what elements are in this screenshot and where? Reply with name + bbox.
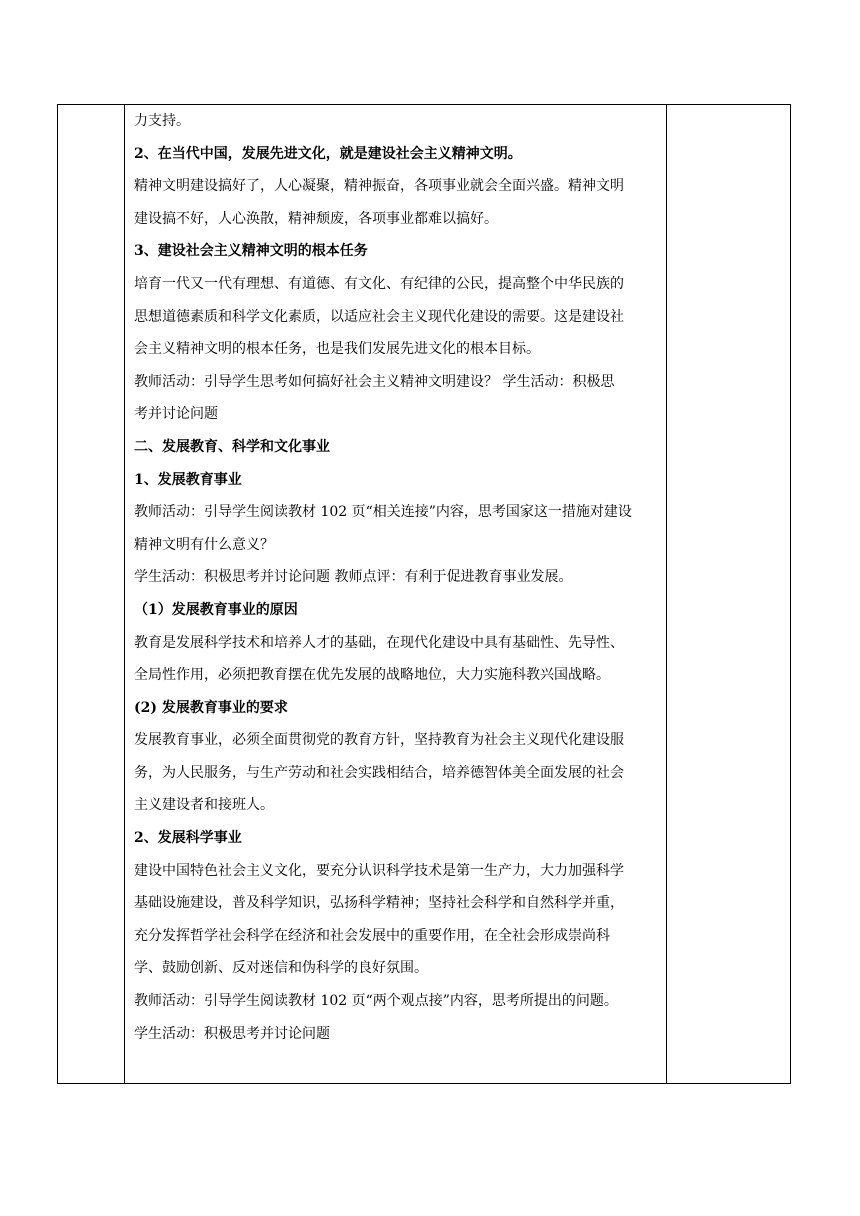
- section-heading: 二、发展教育、科学和文化事业: [134, 438, 330, 455]
- right-column-cell: [667, 105, 790, 1083]
- body-text-line: 全局性作用，必须把教育摆在优先发展的战略地位，大力实施科教兴国战略。: [134, 667, 610, 684]
- body-text-line: 教师活动：引导学生阅读教材 102 页“两个观点接”内容，思考所提出的问题。: [134, 993, 618, 1010]
- main-content-cell: [134, 105, 664, 1050]
- body-text-line: 考并讨论问题: [134, 406, 218, 423]
- section-heading: 1、发展教育事业: [134, 471, 242, 488]
- body-text-line: 发展教育事业，必须全面贯彻党的教育方针，坚持教育为社会主义现代化建设服: [134, 732, 624, 749]
- body-text-line: 培育一代又一代有理想、有道德、有文化、有纪律的公民，提高整个中华民族的: [134, 275, 624, 292]
- section-heading: (2) 发展教育事业的要求: [134, 699, 288, 716]
- body-text-line: 教师活动：引导学生思考如何搞好社会主义精神文明建设？ 学生活动：积极思: [134, 373, 615, 390]
- section-heading: 3、建设社会主义精神文明的根本任务: [134, 243, 368, 260]
- body-text-line: 充分发挥哲学社会科学在经济和社会发展中的重要作用，在全社会形成崇尚科: [134, 927, 610, 944]
- section-heading: 2、发展科学事业: [134, 830, 242, 847]
- body-text-line: 教师活动：引导学生阅读教材 102 页“相关连接”内容，思考国家这一措施对建设: [134, 504, 632, 521]
- section-heading: 2、在当代中国，发展先进文化，就是建设社会主义精神文明。: [134, 145, 522, 162]
- section-heading: （1）发展教育事业的原因: [134, 601, 298, 618]
- body-text-line: 教育是发展科学技术和培养人才的基础，在现代化建设中具有基础性、先导性、: [134, 634, 624, 651]
- body-text-line: 学生活动：积极思考并讨论问题: [134, 1025, 330, 1042]
- body-text-line: 会主义精神文明的根本任务，也是我们发展先进文化的根本目标。: [134, 341, 540, 358]
- body-text-line: 精神文明有什么意义？: [134, 536, 274, 553]
- left-column-cell: [58, 105, 124, 1083]
- body-text-line: 学生活动：积极思考并讨论问题 教师点评：有利于促进教育事业发展。: [134, 569, 573, 586]
- column-divider-left: [124, 105, 125, 1083]
- body-text-line: 主义建设者和接班人。: [134, 797, 274, 814]
- body-text-line: 思想道德素质和科学文化素质，以适应社会主义现代化建设的需要。这是建设社: [134, 308, 624, 325]
- body-text-line: 务，为人民服务，与生产劳动和社会实践相结合，培养德智体美全面发展的社会: [134, 764, 624, 781]
- body-text-line: 建设中国特色社会主义文化，要充分认识科学技术是第一生产力，大力加强科学: [134, 862, 624, 879]
- body-text-line: 力支持。: [134, 113, 190, 129]
- body-text-line: 学、鼓励创新、反对迷信和伪科学的良好氛围。: [134, 960, 428, 977]
- body-text-line: 建设搞不好，人心涣散，精神颓废，各项事业都难以搞好。: [134, 210, 498, 227]
- body-text-line: 基础设施建设，普及科学知识，弘扬科学精神；坚持社会科学和自然科学并重，: [134, 895, 624, 912]
- body-text-line: 精神文明建设搞好了，人心凝聚，精神振奋，各项事业就会全面兴盛。精神文明: [134, 178, 624, 195]
- lesson-table: [57, 104, 791, 1084]
